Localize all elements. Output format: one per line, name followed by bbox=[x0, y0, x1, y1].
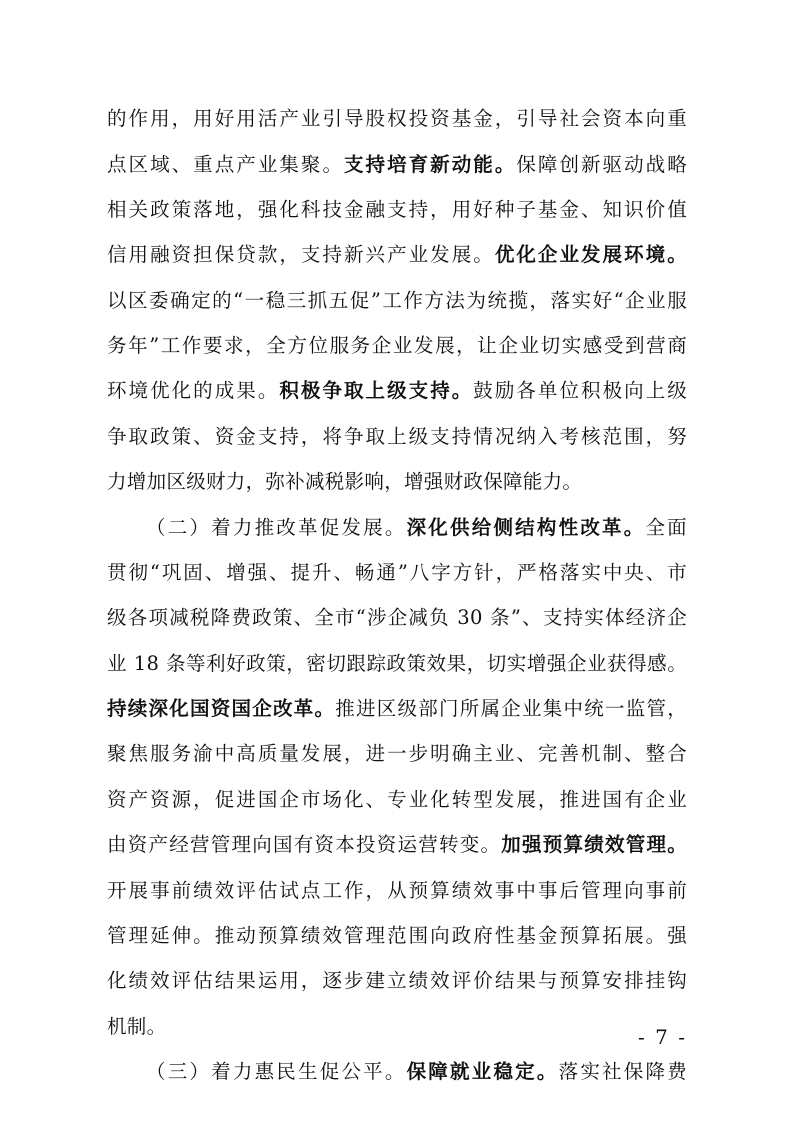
page-number: - 7 - bbox=[638, 1025, 687, 1049]
section-heading-line: （二）着力推改革促发展。深化供给侧结构性改革。全面 bbox=[146, 516, 687, 539]
paragraph-line: 业 18 条等利好政策，密切跟踪政策效果，切实增强企业获得感。 bbox=[107, 652, 687, 675]
paragraph-line: 点区域、重点产业集聚。支持培育新动能。保障创新驱动战略 bbox=[107, 153, 687, 176]
bold-heading: 深化供给侧结构性改革。 bbox=[406, 516, 646, 539]
paragraph-line: 级各项减税降费政策、全市“涉企减负 30 条”、支持实体经济企 bbox=[107, 606, 687, 629]
paragraph-line: 持续深化国资国企改革。推进区级部门所属企业集中统一监管， bbox=[107, 697, 687, 720]
paragraph-line: 管理延伸。推动预算绩效管理范围向政府性基金预算拓展。强 bbox=[107, 924, 687, 947]
paragraph-line: 聚焦服务渝中高质量发展，进一步明确主业、完善机制、整合 bbox=[107, 742, 687, 765]
paragraph-line: 化绩效评估结果运用，逐步建立绩效评价结果与预算安排挂钩 bbox=[107, 969, 687, 992]
paragraph-line: 环境优化的成果。积极争取上级支持。鼓励各单位积极向上级 bbox=[107, 379, 688, 402]
section-heading-line: （三）着力惠民生促公平。保障就业稳定。落实社保降费 bbox=[146, 1060, 687, 1083]
paragraph-line: 的作用，用好用活产业引导股权投资基金，引导社会资本向重 bbox=[107, 107, 687, 130]
bold-heading: 积极争取上级支持。 bbox=[279, 379, 474, 402]
paragraph-line: 贯彻“巩固、增强、提升、畅通”八字方针，严格落实中央、市 bbox=[107, 561, 687, 584]
bold-heading: 持续深化国资国企改革。 bbox=[107, 697, 336, 720]
paragraph-line: 力增加区级财力，弥补减税影响，增强财政保障能力。 bbox=[107, 470, 583, 493]
paragraph-line: 争取政策、资金支持，将争取上级支持情况纳入考核范围，努 bbox=[107, 425, 687, 448]
paragraph-line: 资产资源，促进国企市场化、专业化转型发展，推进国有企业 bbox=[107, 788, 687, 811]
paragraph-line: 机制。 bbox=[107, 1015, 167, 1038]
bold-heading: 加强预算绩效管理。 bbox=[501, 833, 688, 856]
paragraph-line: 信用融资担保贷款，支持新兴产业发展。优化企业发展环境。 bbox=[107, 243, 687, 266]
paragraph-line: 相关政策落地，强化科技金融支持，用好种子基金、知识价值 bbox=[107, 198, 687, 221]
bold-heading: 支持培育新动能。 bbox=[344, 153, 517, 176]
paragraph-line: 以区委确定的“一稳三抓五促”工作方法为统揽，落实好“企业服 bbox=[107, 289, 687, 312]
bold-heading: 保障就业稳定。 bbox=[406, 1060, 559, 1083]
bold-heading: 优化企业发展环境。 bbox=[494, 243, 687, 266]
paragraph-line: 开展事前绩效评估试点工作，从预算绩效事中事后管理向事前 bbox=[107, 879, 687, 902]
paragraph-line: 务年”工作要求，全方位服务企业发展，让企业切实感受到营商 bbox=[107, 334, 687, 357]
paragraph-line: 由资产经营管理向国有资本投资运营转变。加强预算绩效管理。 bbox=[107, 833, 688, 856]
